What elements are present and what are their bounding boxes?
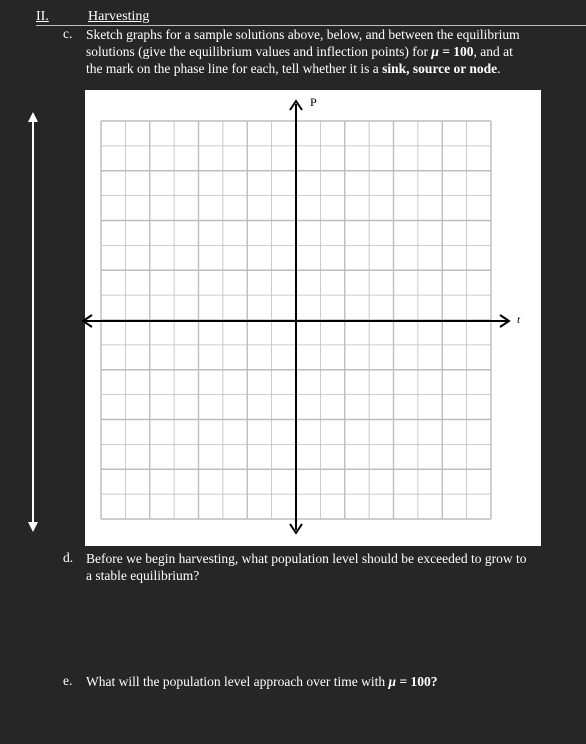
question-c-line-2: solutions (give the equilibrium values and inflection points) for μ = 100, and at (86, 44, 513, 59)
phase-line-down-arrow-icon (28, 522, 38, 532)
phase-line (28, 112, 38, 532)
axes (83, 101, 509, 533)
question-c-letter: c. (63, 26, 73, 41)
section-title: Harvesting (88, 9, 150, 24)
section-number: II. (36, 9, 49, 24)
question-c-line-3: the mark on the phase line for each, tell whether it is a sink, source or node. (86, 61, 501, 76)
y-axis-label: P (310, 95, 317, 109)
mu-symbol-e: μ (388, 674, 397, 689)
question-e-text: What will the population level approach over time with μ = 100? (86, 674, 438, 689)
phase-line-up-arrow-icon (28, 112, 38, 122)
mu-symbol: μ (431, 44, 439, 59)
x-axis-label: t (517, 314, 521, 326)
question-d-text (86, 550, 566, 584)
question-c-line-1: Sketch graphs for a sample solutions above, below, and between the equilibrium (86, 27, 520, 42)
question-d-line-1: Before we begin harvesting, what population level should be exceeded to grow to (86, 551, 527, 566)
question-e-letter: e. (63, 673, 73, 688)
question-d-letter: d. (63, 550, 74, 565)
question-d-line-2: a stable equilibrium? (86, 568, 200, 583)
sink-source-node-term: sink, source or node (382, 61, 498, 76)
